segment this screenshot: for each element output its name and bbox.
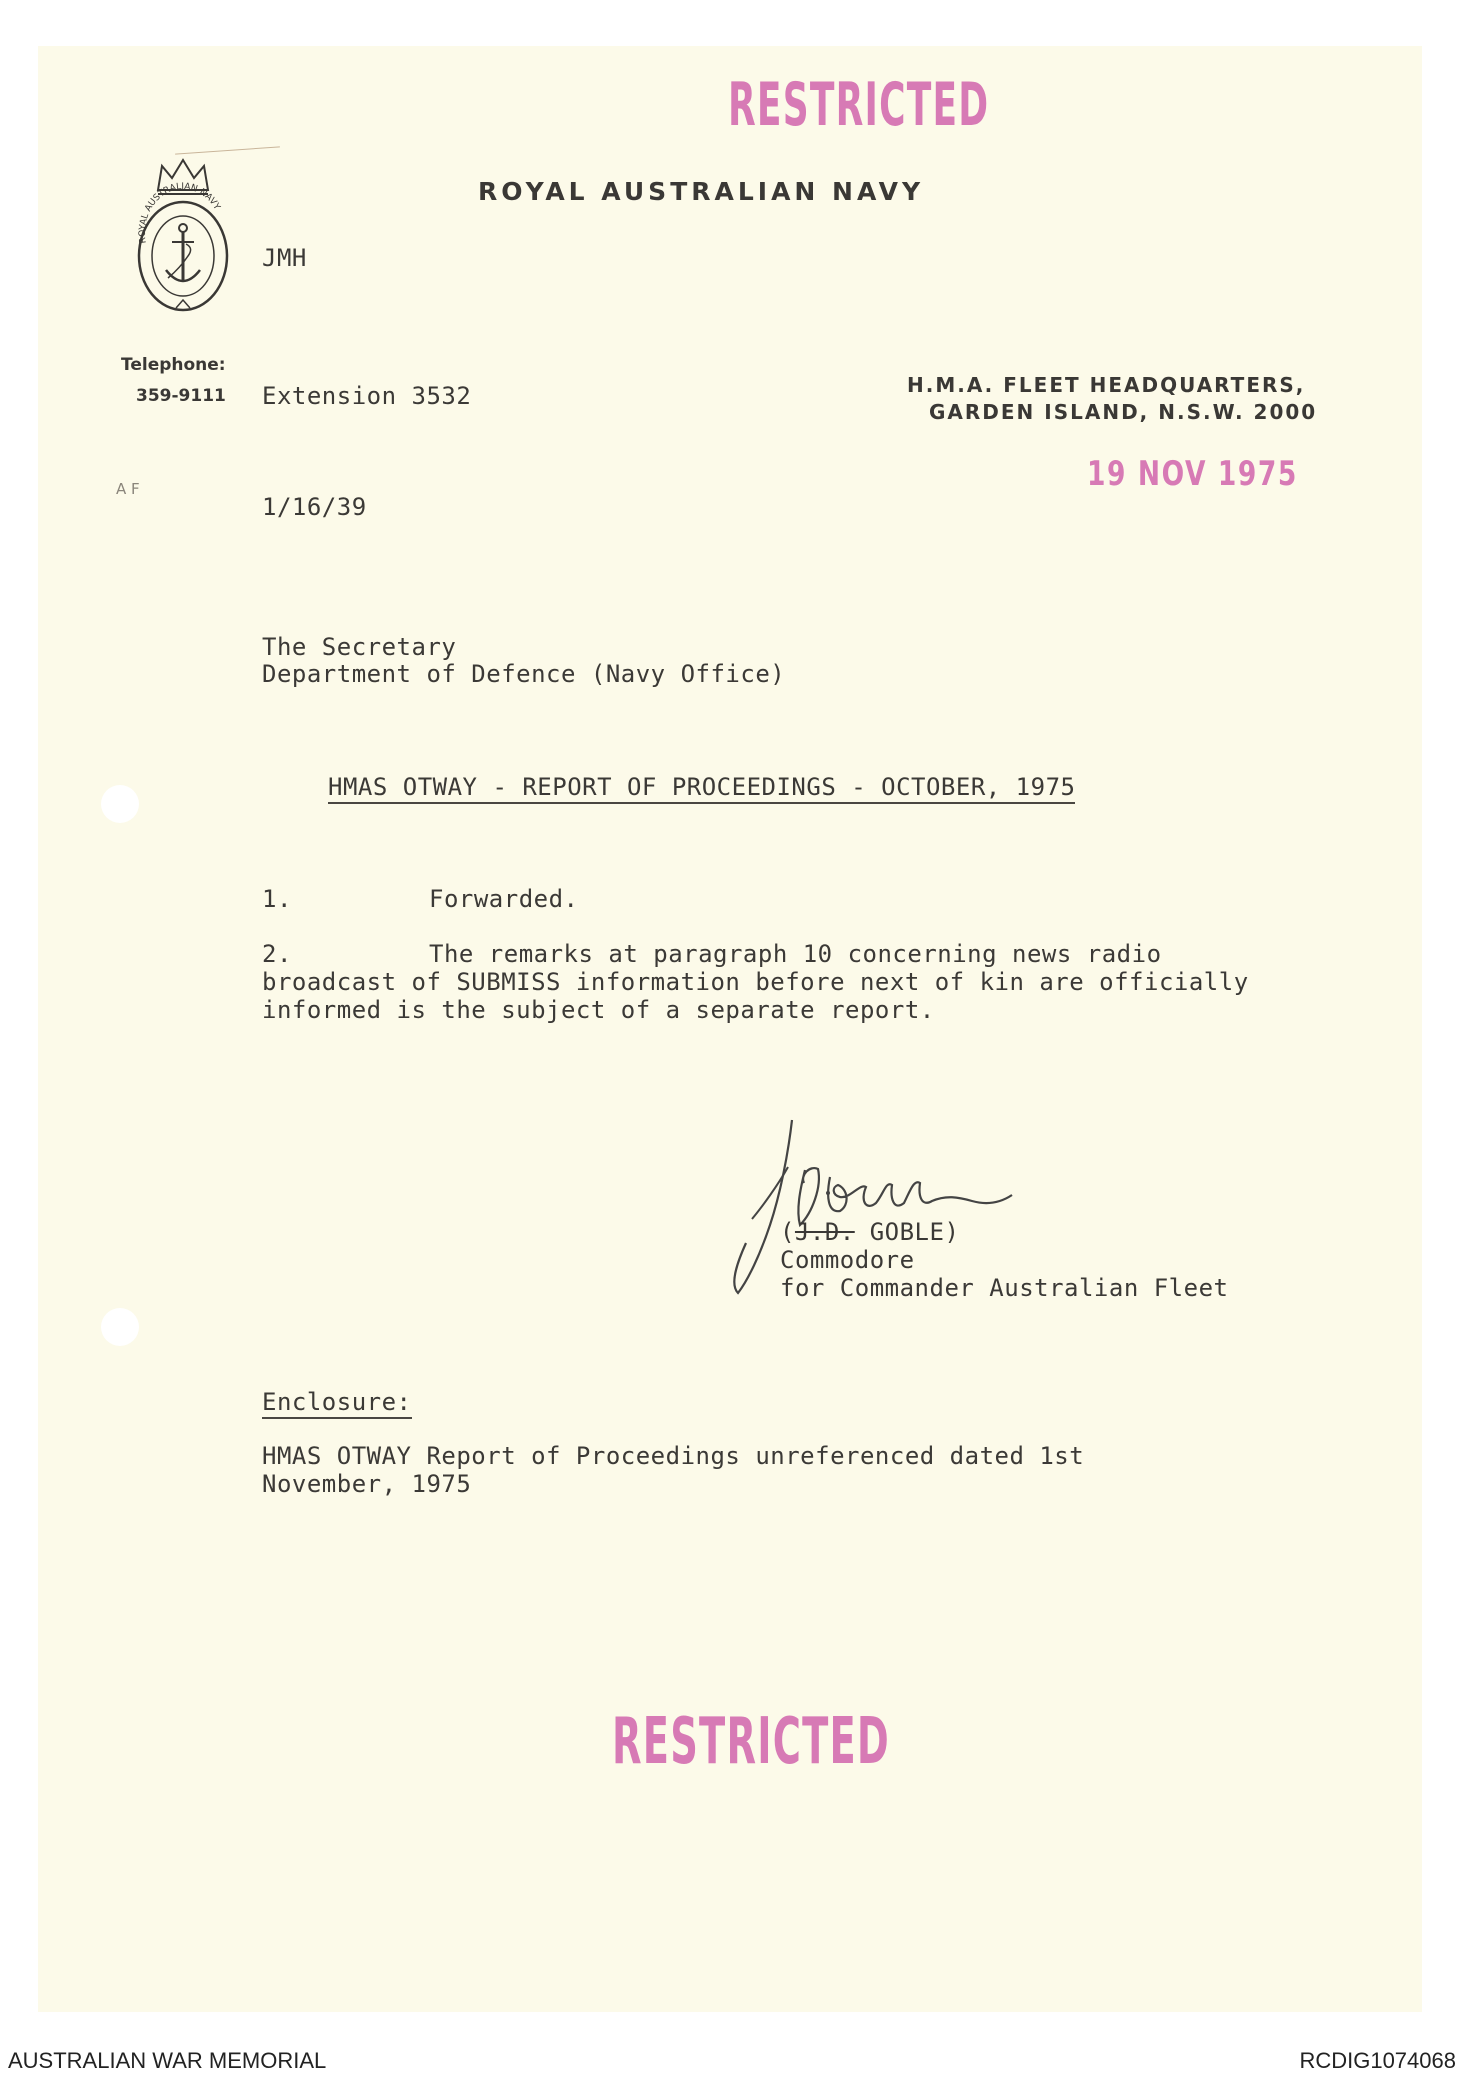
restricted-stamp-bottom: RESTRICTED xyxy=(612,1705,890,1779)
organisation-title: ROYAL AUSTRALIAN NAVY xyxy=(478,177,925,206)
footer-record-id: RCDIG1074068 xyxy=(1299,2048,1456,2073)
paragraph-1-text: Forwarded. xyxy=(429,885,579,913)
paragraph-1-number: 1. xyxy=(262,885,292,913)
signatory-on-behalf: for Commander Australian Fleet xyxy=(780,1274,1229,1302)
telephone-number: 359-9111 xyxy=(136,386,226,406)
crest-lettering: ROYAL AUSTRALIAN NAVY xyxy=(137,181,222,245)
signatory-surname: GOBLE) xyxy=(854,1218,960,1246)
address-line-1: H.M.A. FLEET HEADQUARTERS, xyxy=(907,373,1306,397)
signatory-rank: Commodore xyxy=(780,1246,915,1274)
restricted-stamp-top: RESTRICTED xyxy=(728,70,990,140)
enclosure-line-1: HMAS OTWAY Report of Proceedings unreferenced dated 1st xyxy=(262,1442,1085,1470)
punch-hole-lower xyxy=(101,1308,139,1346)
footer-archive-name: AUSTRALIAN WAR MEMORIAL xyxy=(8,2048,327,2073)
paragraph-2-line-3: informed is the subject of a separate report. xyxy=(262,996,935,1024)
signatory-name-open: ( xyxy=(780,1218,795,1246)
enclosure-heading: Enclosure: xyxy=(262,1388,412,1419)
margin-note: A F xyxy=(116,480,140,498)
addressee-line-1: The Secretary xyxy=(262,633,457,661)
extension: Extension 3532 xyxy=(262,382,472,410)
typist-initials: JMH xyxy=(262,244,307,272)
date-stamp: 19 NOV 1975 xyxy=(1087,454,1298,494)
address-line-2: GARDEN ISLAND, N.S.W. 2000 xyxy=(929,400,1318,424)
telephone-label: Telephone: xyxy=(121,355,226,375)
paragraph-2-number: 2. xyxy=(262,940,292,968)
enclosure-line-2: November, 1975 xyxy=(262,1470,472,1498)
punch-hole-upper xyxy=(101,785,139,823)
signatory-name xyxy=(780,1218,959,1246)
paragraph-2-line-2: broadcast of SUBMISS information before next of kin are officially xyxy=(262,968,1249,996)
paragraph-2-line-1: The remarks at paragraph 10 concerning news radio xyxy=(429,940,1162,968)
file-reference: 1/16/39 xyxy=(262,493,367,521)
addressee-line-2: Department of Defence (Navy Office) xyxy=(262,660,786,688)
subject-heading: HMAS OTWAY - REPORT OF PROCEEDINGS - OCTOBER, 1975 xyxy=(328,773,1075,804)
navy-crest-icon xyxy=(128,148,238,318)
signatory-initials-struck: J.D. xyxy=(794,1218,855,1246)
